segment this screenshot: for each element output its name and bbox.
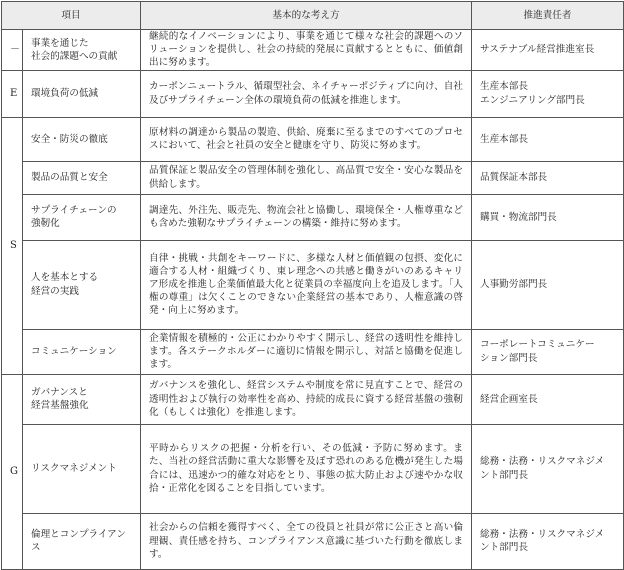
item-cell	[23, 194, 141, 240]
owner-line: サステナブル経営推進室長	[480, 44, 595, 56]
owner-line: 購買・物流部門長	[480, 211, 557, 223]
header-owner: 推進責任者	[472, 2, 624, 30]
owner-cell	[472, 194, 624, 240]
policy-description-cell: 自律・挑戦・共創をキーワードに、多様な人材と価値観の包摂、変化に適合する人材・組織づくり、東レ理念への共感と働きがいのあるキャリア形成を推進し企業価値最大化と従業員の幸福度向上を追及します。「人権の尊重」は欠くことのできない企業経営の基本であり、人権意識の啓発・向上に努めます。	[141, 240, 472, 329]
item-cell	[23, 30, 141, 71]
category-cell: S	[2, 117, 23, 374]
owner-cell	[472, 117, 624, 161]
header-policy: 基本的な考え方	[141, 2, 472, 30]
policy-description-cell: 平時からリスクの把握・分析を行い、その低減・予防に努めます。また、当社の経営活動に重大な影響を及ぼす恐れのある危機が発生した場合には、迅速かつ的確な対応をとり、事態の拡大防止および速やかな収拾・正常化を図ることを目指しています。	[141, 424, 472, 513]
item-label-line: 経営基盤強化	[31, 400, 89, 412]
table-row	[2, 30, 624, 71]
table-row	[2, 424, 624, 513]
table-row	[2, 194, 624, 240]
table-body	[2, 30, 624, 570]
owner-line: 人事勤労部門長	[480, 279, 548, 290]
owner-cell	[472, 30, 624, 71]
category-cell: E	[2, 70, 23, 117]
owner-line: 生産本部長	[480, 81, 528, 93]
item-label-line: コミュニケーション	[31, 346, 117, 357]
item-cell	[23, 117, 141, 161]
item-cell	[23, 424, 141, 513]
owner-cell	[472, 329, 624, 374]
owner-cell	[472, 513, 624, 569]
owner-line: エンジニアリング部門長	[480, 94, 585, 106]
table-row	[2, 70, 624, 117]
policy-description-cell: 社会からの信頼を獲得すべく、全ての役員と社員が常に公正さと高い倫理観、責任感を持ち、コンプライアンス意識に基づいた行動を徹底します。	[141, 513, 472, 569]
owner-line: 総務・法務・リスクマネジメ	[480, 456, 605, 468]
item-cell	[23, 329, 141, 374]
item-label-line: 倫理とコンプライアンス	[31, 528, 126, 554]
table-row	[2, 513, 624, 569]
item-label-line: 安全・防災の徹底	[31, 133, 108, 145]
policy-description-cell: ガバナンスを強化し、経営システムや制度を常に見直すことで、経営の透明性および執行の効率性を高め、持続的成長に資する経営基盤の強靭化（もしくは強化）を推進します。	[141, 374, 472, 424]
item-label-line: 製品の品質と安全	[31, 172, 108, 183]
table-row	[2, 374, 624, 424]
item-label-line: ガバナンスと	[31, 386, 88, 398]
item-label-line: 強靭化	[31, 218, 60, 230]
table-row	[2, 329, 624, 374]
category-cell: －	[2, 30, 23, 71]
item-label-line: 事業を通じた	[31, 37, 89, 49]
owner-line: 経営企画室長	[480, 393, 538, 405]
owner-line: ション部門長	[480, 352, 538, 364]
owner-line: ント部門長	[480, 542, 528, 554]
owner-line: ント部門長	[480, 469, 528, 481]
header-item: 項目	[2, 2, 141, 30]
item-cell	[23, 240, 141, 329]
owner-cell	[472, 161, 624, 194]
policy-description-cell: 継続的なイノベーションにより、事業を通じて様々な社会的課題へのソリューションを提供し、社会の持続的発展に貢献するとともに、価値創出に努めます。	[141, 30, 472, 71]
owner-line: 生産本部長	[480, 133, 528, 145]
owner-line: 総務・法務・リスクマネジメ	[480, 528, 605, 540]
item-label-line: 社会的課題への貢献	[31, 50, 118, 62]
policy-description-cell: 調達先、外注先、販売先、物流会社と協働し、環境保全・人権尊重なども含めた強靭なサプライチェーンの構築・維持に努めます。	[141, 194, 472, 240]
item-label-line: 人を基本とする	[31, 272, 99, 284]
item-cell	[23, 70, 141, 117]
item-label-line: 経営の実践	[31, 285, 79, 297]
item-cell	[23, 513, 141, 569]
table-row	[2, 117, 624, 161]
owner-cell	[472, 424, 624, 513]
table-row	[2, 240, 624, 329]
policy-description-cell: 企業情報を積極的・公正にわかりやすく開示し、経営の透明性を維持します。各ステークホルダーに適切に情報を開示し、対話と協働を促進します。	[141, 329, 472, 374]
item-label-line: リスクマネジメント	[31, 463, 117, 474]
item-label-line: 環境負荷の低減	[31, 88, 99, 99]
policy-description-cell: カーボンニュートラル、循環型社会、ネイチャーポジティブに向け、自社及びサプライチェーン全体の環境負荷の低減を推進します。	[141, 70, 472, 117]
owner-line: コーポレートコミュニケー	[480, 339, 595, 351]
policy-description-cell: 品質保証と製品安全の管理体制を強化し、高品質で安全・安心な製品を供給します。	[141, 161, 472, 194]
owner-line: 品質保証本部長	[480, 172, 548, 183]
table-header	[2, 2, 624, 30]
esg-policy-table-container	[1, 1, 623, 570]
esg-policy-table	[1, 1, 624, 570]
category-cell: G	[2, 374, 23, 569]
table-row	[2, 161, 624, 194]
item-cell	[23, 374, 141, 424]
policy-description-cell: 原材料の調達から製品の製造、供給、廃棄に至るまでのすべてのプロセスにおいて、社会と社員の安全と健康を守り、防災に努めます。	[141, 117, 472, 161]
item-cell	[23, 161, 141, 194]
owner-cell	[472, 240, 624, 329]
owner-cell	[472, 374, 624, 424]
item-label-line: サプライチェーンの	[31, 204, 117, 216]
owner-cell	[472, 70, 624, 117]
